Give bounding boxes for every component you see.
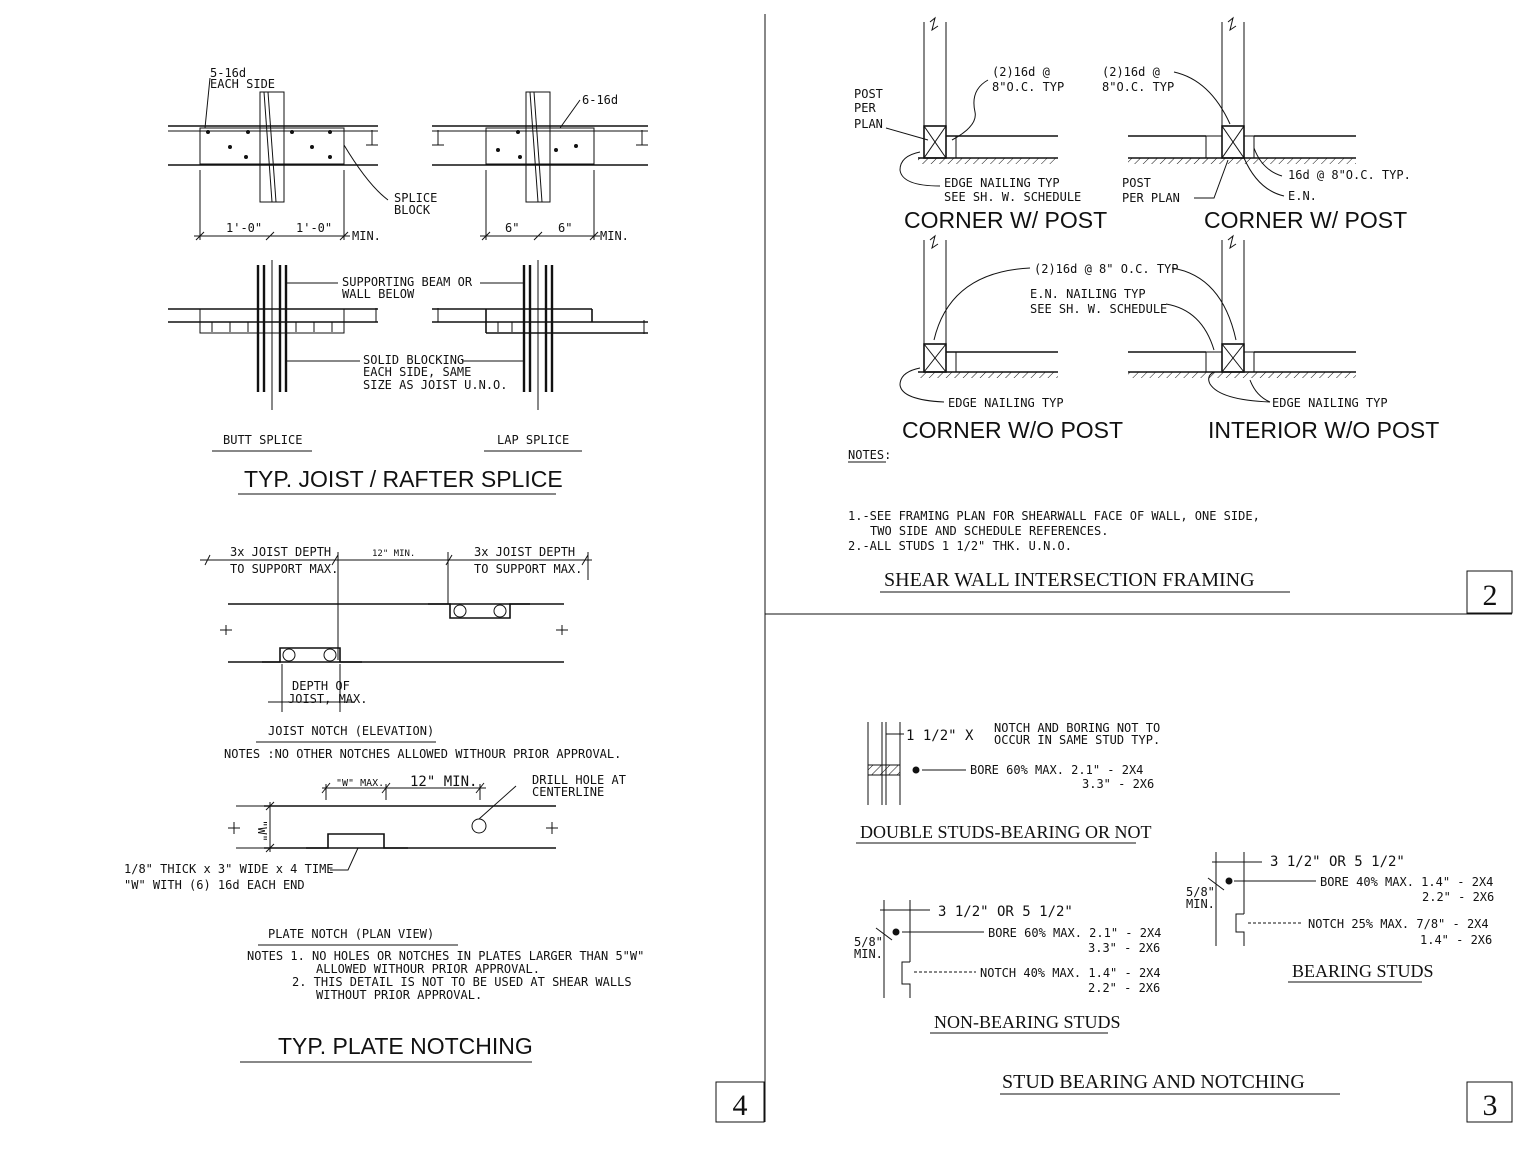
b-notch-2: 1.4" - 2X6: [1420, 933, 1493, 947]
plate-note-2b: WITHOUT PRIOR APPROVAL.: [316, 988, 483, 1002]
nb-bore-1: BORE 60% MAX. 2.1" - 2X4: [988, 926, 1162, 940]
double-label: DOUBLE STUDS-BEARING OR NOT: [860, 822, 1152, 842]
detail-number-4: 4: [732, 1089, 748, 1122]
support-2: WALL BELOW: [342, 287, 415, 301]
notching-title: TYP. PLATE NOTCHING: [278, 1033, 533, 1059]
post2-1: POST: [1122, 176, 1151, 190]
butt-splice-label: BUTT SPLICE: [223, 433, 303, 447]
shear-note-1: 1.-SEE FRAMING PLAN FOR SHEARWALL FACE OF WALL, ONE SIDE,: [848, 509, 1260, 523]
splice-block-2: BLOCK: [394, 203, 431, 217]
dim-butt-b: 1'-0": [296, 221, 333, 235]
blocking-3: SIZE AS JOIST U.N.O.: [363, 378, 508, 392]
plate-note-2: 2. THIS DETAIL IS NOT TO BE USED AT SHEAR WALLS: [292, 975, 632, 989]
support-1: SUPPORTING BEAM OR: [342, 275, 473, 289]
nb-min-1: 5/8": [854, 935, 883, 949]
joist-note: NOTES :NO OTHER NOTCHES ALLOWED WITHOUR PRIOR APPROVAL.: [224, 747, 622, 761]
dbl-note-1: NOTCH AND BORING NOT TO: [994, 721, 1161, 735]
dbl-dim: 1 1/2" X: [906, 728, 974, 744]
b-bore-1: BORE 40% MAX. 1.4" - 2X4: [1320, 875, 1494, 889]
nail-lap: 6-16d: [582, 93, 619, 107]
splice-block-1: SPLICE: [394, 191, 438, 205]
edge-nail-c: EDGE NAILING TYP: [948, 396, 1064, 410]
nb-label: NON-BEARING STUDS: [934, 1012, 1121, 1032]
dim-butt-a: 1'-0": [226, 221, 263, 235]
dbl-note-2: OCCUR IN SAME STUD TYP.: [994, 733, 1161, 747]
post-plan-2: PER: [854, 101, 876, 115]
plate-label: PLATE NOTCH (PLAN VIEW): [268, 927, 435, 941]
stud-title: STUD BEARING AND NOTCHING: [1002, 1071, 1305, 1093]
splice-title: TYP. JOIST / RAFTER SPLICE: [244, 466, 563, 492]
nb-notch-1: NOTCH 40% MAX. 1.4" - 2X4: [980, 966, 1161, 980]
dbl-bore-2: 3.3" - 2X6: [1082, 777, 1155, 791]
blocking-2: EACH SIDE, SAME: [363, 365, 472, 379]
shear-note-2: 2.-ALL STUDS 1 1/2" THK. U.N.O.: [848, 539, 1072, 553]
dim-lap-b: 6": [558, 221, 573, 235]
plate-note-1: NOTES 1. NO HOLES OR NOTCHES IN PLATES LARGER THAN 5"W": [247, 949, 645, 963]
drill-2: CENTERLINE: [532, 785, 605, 799]
en-label: E.N.: [1288, 189, 1317, 203]
nb-min-2: MIN.: [854, 947, 883, 961]
shear-wall-title: SHEAR WALL INTERSECTION FRAMING: [884, 569, 1255, 591]
nail-butt-2: EACH SIDE: [210, 77, 276, 91]
corner-without-post: [900, 236, 1058, 402]
dim-butt-min: MIN.: [352, 229, 381, 243]
corner-wo-label: CORNER W/O POST: [902, 417, 1124, 443]
nail-butt-1: 5-16d: [210, 66, 247, 80]
nail-16d: 16d @ 8"O.C. TYP.: [1288, 168, 1411, 182]
dim-lap-min: MIN.: [600, 229, 629, 243]
notes-label: NOTES:: [848, 448, 892, 462]
nail-c: (2)16d @ 8" O.C. TYP: [1034, 262, 1179, 276]
dim-lap-a: 6": [505, 221, 520, 235]
drill-1: DRILL HOLE AT: [532, 773, 626, 787]
dbl-bore-1: BORE 60% MAX. 2.1" - 2X4: [970, 763, 1144, 777]
depth-of-2: JOIST, MAX.: [288, 692, 368, 706]
post-plan-1: POST: [854, 87, 883, 101]
interior-wo-label: INTERIOR W/O POST: [1208, 417, 1440, 443]
en-nail-2: SEE SH. W. SCHEDULE: [1030, 302, 1168, 316]
depth-left-1: 3x JOIST DEPTH: [230, 545, 332, 559]
strap-2: "W" WITH (6) 16d EACH END: [124, 878, 305, 892]
nail-a-1: (2)16d @: [992, 65, 1050, 79]
lap-splice-plan: [432, 92, 648, 240]
nb-notch-2: 2.2" - 2X6: [1088, 981, 1161, 995]
b-label: BEARING STUDS: [1292, 961, 1434, 981]
joist-notch-elevation: [200, 552, 592, 712]
butt-splice-plan: [168, 78, 388, 240]
detail-number-3: 3: [1482, 1089, 1498, 1122]
post2-2: PER PLAN: [1122, 191, 1180, 205]
depth-of-1: DEPTH OF: [292, 679, 350, 693]
min-12b: 12" MIN.: [410, 774, 478, 790]
depth-right-2: TO SUPPORT MAX.: [474, 562, 583, 576]
joist-notch-label: JOIST NOTCH (ELEVATION): [268, 724, 435, 738]
blocking-1: SOLID BLOCKING: [363, 353, 465, 367]
post-plan-3: PLAN: [854, 117, 883, 131]
nb-bore-2: 3.3" - 2X6: [1088, 941, 1161, 955]
shear-note-1b: TWO SIDE AND SCHEDULE REFERENCES.: [870, 524, 1109, 538]
plate-notch-plan: [228, 783, 558, 870]
b-min-1: 5/8": [1186, 885, 1215, 899]
nail-b-1: (2)16d @: [1102, 65, 1160, 79]
nail-a-2: 8"O.C. TYP: [992, 80, 1065, 94]
nail-b-2: 8"O.C. TYP: [1102, 80, 1175, 94]
b-notch-1: NOTCH 25% MAX. 7/8" - 2X4: [1308, 917, 1489, 931]
depth-left-2: TO SUPPORT MAX.: [230, 562, 339, 576]
lap-splice-label: LAP SPLICE: [497, 433, 570, 447]
depth-right-1: 3x JOIST DEPTH: [474, 545, 576, 559]
edge-nail-2: SEE SH. W. SCHEDULE: [944, 190, 1082, 204]
corner-post-b-label: CORNER W/ POST: [1204, 207, 1408, 233]
b-min-2: MIN.: [1186, 897, 1215, 911]
b-bore-2: 2.2" - 2X6: [1422, 890, 1495, 904]
strap-1: 1/8" THICK x 3" WIDE x 4 TIME: [124, 862, 334, 876]
edge-nail-1: EDGE NAILING TYP: [944, 176, 1060, 190]
w-dim: "W": [255, 820, 269, 842]
w-max: "W" MAX.: [336, 778, 385, 789]
edge-nail-d: EDGE NAILING TYP: [1272, 396, 1388, 410]
interior-without-post: [1128, 236, 1356, 402]
detail-number-2: 2: [1482, 579, 1498, 612]
en-nail-1: E.N. NAILING TYP: [1030, 287, 1146, 301]
min-12: 12" MIN.: [372, 549, 416, 559]
nb-dim: 3 1/2" OR 5 1/2": [938, 904, 1073, 920]
b-dim: 3 1/2" OR 5 1/2": [1270, 854, 1405, 870]
corner-post-a-label: CORNER W/ POST: [904, 207, 1108, 233]
plate-note-1b: ALLOWED WITHOUR PRIOR APPROVAL.: [316, 962, 540, 976]
corner-with-post-a: [886, 18, 1058, 186]
